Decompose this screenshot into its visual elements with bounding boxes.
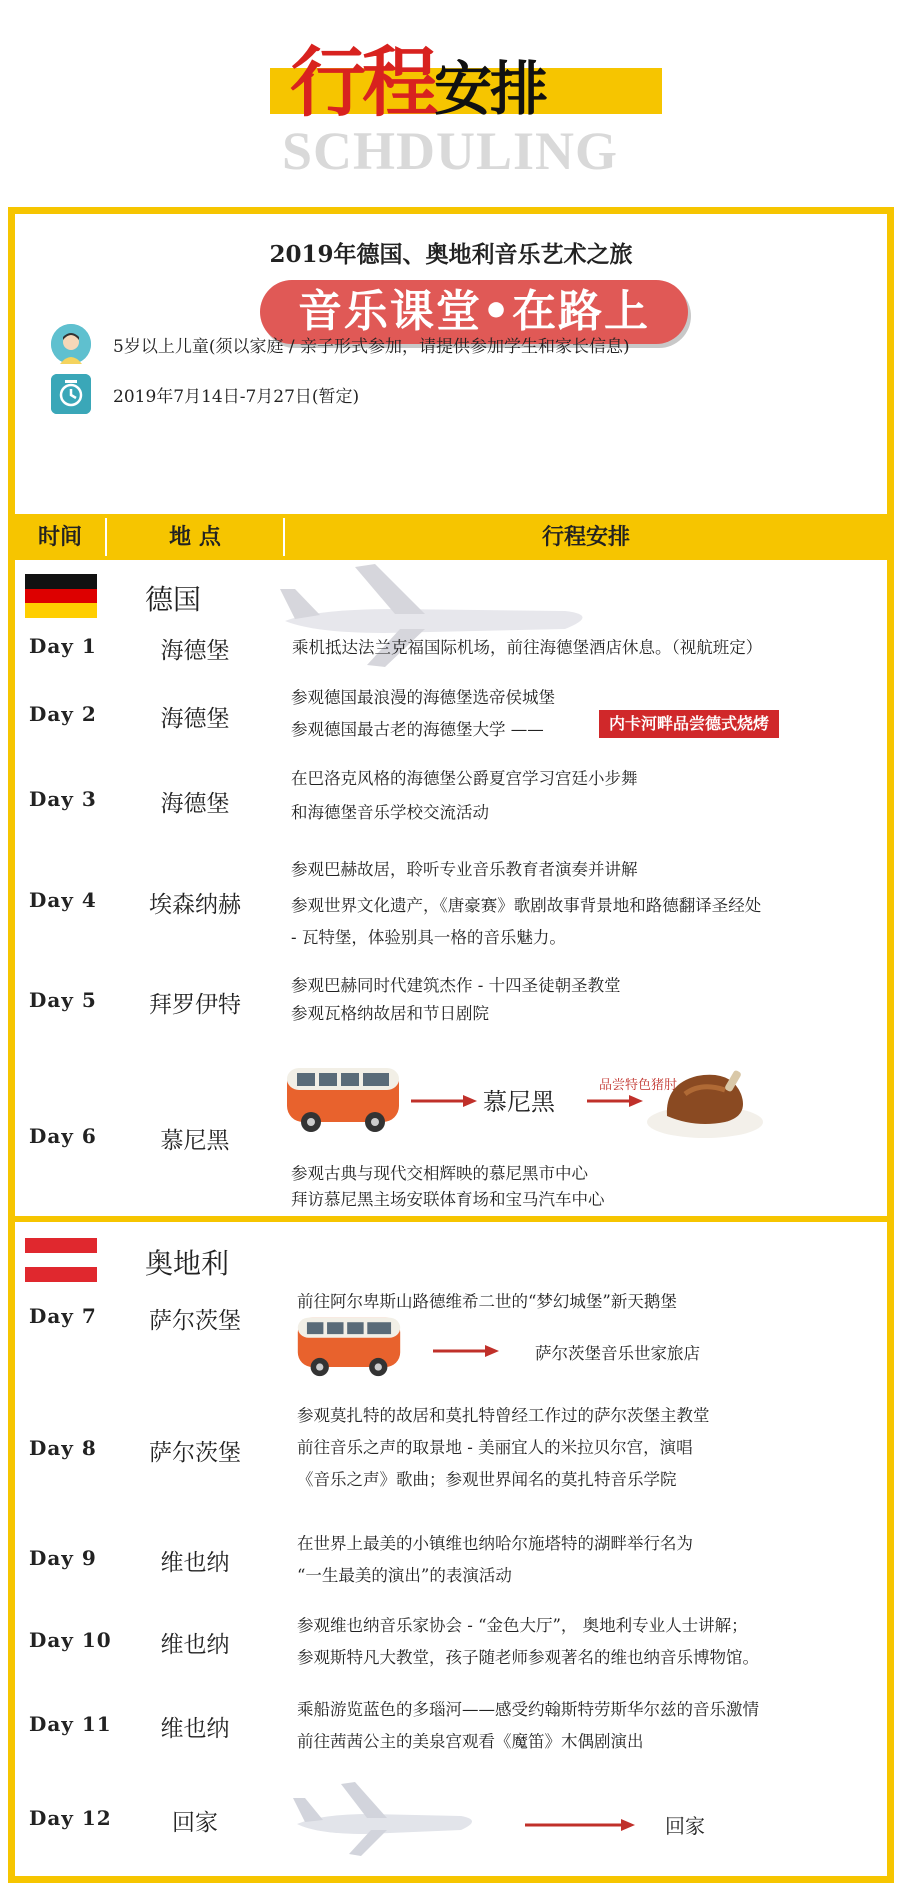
day-place: 拜罗伊特 xyxy=(149,992,241,1018)
day-label: Day 3 xyxy=(29,787,97,811)
day-label: Day 2 xyxy=(29,702,97,726)
day-row xyxy=(15,1608,887,1678)
dates-text: 2019年7月14日-7月27日(暂定) xyxy=(113,387,360,407)
austria-flag-icon xyxy=(25,1238,97,1282)
schedule-line: 乘船游览蓝色的多瑙河——感受约翰斯特劳斯华尔兹的音乐激情 xyxy=(297,1700,759,1719)
day-row xyxy=(15,759,887,837)
title-red-part: 行程 xyxy=(290,38,434,127)
banner-part-a: 音乐课堂 xyxy=(297,286,482,337)
trip-title: 2019年德国、奥地利音乐艺术之旅 xyxy=(269,241,633,268)
day-place: 维也纳 xyxy=(160,1550,230,1576)
day-place: 萨尔茨堡 xyxy=(149,1308,241,1334)
day-label: Day 9 xyxy=(29,1546,97,1570)
itinerary-frame xyxy=(8,207,894,1883)
country-austria xyxy=(15,1230,887,1290)
section-divider xyxy=(15,1216,887,1222)
country-name: 德国 xyxy=(145,583,202,616)
germany-flag-icon xyxy=(25,574,97,618)
schedule-line: 参观德国最浪漫的海德堡选帝侯城堡 xyxy=(291,688,555,707)
col-schedule: 行程安排 xyxy=(541,524,630,550)
day-label: Day 11 xyxy=(29,1712,112,1736)
schedule-line: 参观古典与现代交相辉映的慕尼黑市中心 xyxy=(291,1164,588,1183)
audience-text: 5岁以上儿童(须以家庭 / 亲子形式参加，请提供参加学生和家长信息) xyxy=(113,337,630,357)
day-place: 萨尔茨堡 xyxy=(149,1440,241,1466)
pork-knuckle-icon xyxy=(645,1064,765,1140)
day-place: 埃森纳赫 xyxy=(149,892,241,918)
schedule-line: 参观德国最古老的海德堡大学 —— xyxy=(291,720,544,739)
day-place: 海德堡 xyxy=(160,638,230,664)
day-row xyxy=(15,1692,887,1762)
schedule-line: 参观巴赫同时代建筑杰作 - 十四圣徒朝圣教堂 xyxy=(291,976,621,995)
airplane-icon xyxy=(291,1778,481,1858)
day-row xyxy=(15,1288,887,1388)
schedule-line: - 瓦特堡，体验别具一格的音乐魅力。 xyxy=(291,928,566,947)
schedule-line: 前往音乐之声的取景地 - 美丽宜人的米拉贝尔宫，演唱 xyxy=(297,1438,693,1457)
schedule-line: 前往茜茜公主的美泉宫观看《魔笛》木偶剧演出 xyxy=(297,1732,644,1751)
food-note: 品尝特色猪肘 xyxy=(599,1078,678,1093)
day-label: Day 10 xyxy=(29,1628,112,1652)
col-place: 地 点 xyxy=(169,524,221,550)
schedule-line: 参观世界文化遗产，《唐豪赛》歌剧故事背景地和路德翻译圣经处 xyxy=(291,896,762,915)
day-place: 维也纳 xyxy=(160,1632,230,1658)
arrow-right-icon xyxy=(411,1094,477,1108)
day-row xyxy=(15,966,887,1030)
day-row xyxy=(15,622,887,672)
page-title xyxy=(290,22,690,127)
schedule-line: 《音乐之声》歌曲；参观世界闻名的莫扎特音乐学院 xyxy=(297,1470,677,1489)
day-place: 慕尼黑 xyxy=(160,1128,230,1154)
calendar-clock-icon xyxy=(51,374,91,414)
day-place: 海德堡 xyxy=(160,791,230,817)
arrow-right-icon xyxy=(433,1344,499,1358)
destination-text: 回家 xyxy=(665,1814,705,1838)
day-row xyxy=(15,1054,887,1214)
country-name: 奥地利 xyxy=(145,1247,230,1280)
day-label: Day 5 xyxy=(29,988,97,1012)
day-place: 维也纳 xyxy=(160,1716,230,1742)
day-label: Day 1 xyxy=(29,634,97,658)
bbq-tag: 内卡河畔品尝德式烧烤 xyxy=(599,710,779,738)
day-row xyxy=(15,1772,887,1872)
schedule-line: 和海德堡音乐学校交流活动 xyxy=(291,803,489,822)
day-place: 海德堡 xyxy=(160,706,230,732)
day-row xyxy=(15,852,887,952)
arrow-right-icon xyxy=(525,1818,635,1832)
schedule-line: 在世界上最美的小镇维也纳哈尔施塔特的湖畔举行名为 xyxy=(297,1534,693,1553)
schedule-line: 参观莫扎特的故居和莫扎特曾经工作过的萨尔茨堡主教堂 xyxy=(297,1406,710,1425)
banner-part-b: 在路上 xyxy=(512,286,651,337)
schedule-line: 参观斯特凡大教堂，孩子随老师参观著名的维也纳音乐博物馆。 xyxy=(297,1648,759,1667)
day-row xyxy=(15,1400,887,1500)
schedule-line: 前往阿尔卑斯山路德维希二世的“梦幻城堡”新天鹅堡 xyxy=(297,1292,677,1311)
title-black-part: 安排 xyxy=(434,55,547,123)
schedule-line: “一生最美的演出”的表演活动 xyxy=(297,1566,512,1585)
day-row xyxy=(15,1526,887,1596)
destination-text: 萨尔茨堡音乐世家旅店 xyxy=(535,1344,700,1363)
day-row xyxy=(15,674,887,750)
bus-icon xyxy=(283,1064,403,1134)
day-label: Day 7 xyxy=(29,1304,97,1328)
col-time: 时间 xyxy=(37,524,82,550)
day-label: Day 8 xyxy=(29,1436,97,1460)
day-label: Day 4 xyxy=(29,888,97,912)
table-header xyxy=(15,514,887,560)
bus-icon xyxy=(289,1314,409,1378)
schedule-line: 参观维也纳音乐家协会 - “金色大厅”， 奥地利专业人士讲解； xyxy=(297,1616,748,1635)
page-subtitle: SCHDULING xyxy=(281,121,619,181)
schedule-line: 在巴洛克风格的海德堡公爵夏宫学习宫廷小步舞 xyxy=(291,769,638,788)
day-label: Day 6 xyxy=(29,1124,97,1148)
schedule-line: 参观瓦格纳故居和节日剧院 xyxy=(291,1004,489,1023)
arrow-right-icon xyxy=(587,1094,643,1108)
child-avatar-icon xyxy=(51,324,91,364)
day-place: 回家 xyxy=(172,1810,218,1836)
schedule-line: 乘机抵达法兰克福国际机场，前往海德堡酒店休息。（视航班定） xyxy=(292,638,763,657)
destination-text: 慕尼黑 xyxy=(483,1088,555,1116)
page-header xyxy=(0,0,900,205)
schedule-line: 参观巴赫故居，聆听专业音乐教育者演奏并讲解 xyxy=(291,860,638,879)
banner-dot: • xyxy=(481,286,513,337)
schedule-line: 拜访慕尼黑主场安联体育场和宝马汽车中心 xyxy=(291,1190,605,1209)
day-label: Day 12 xyxy=(29,1806,112,1830)
